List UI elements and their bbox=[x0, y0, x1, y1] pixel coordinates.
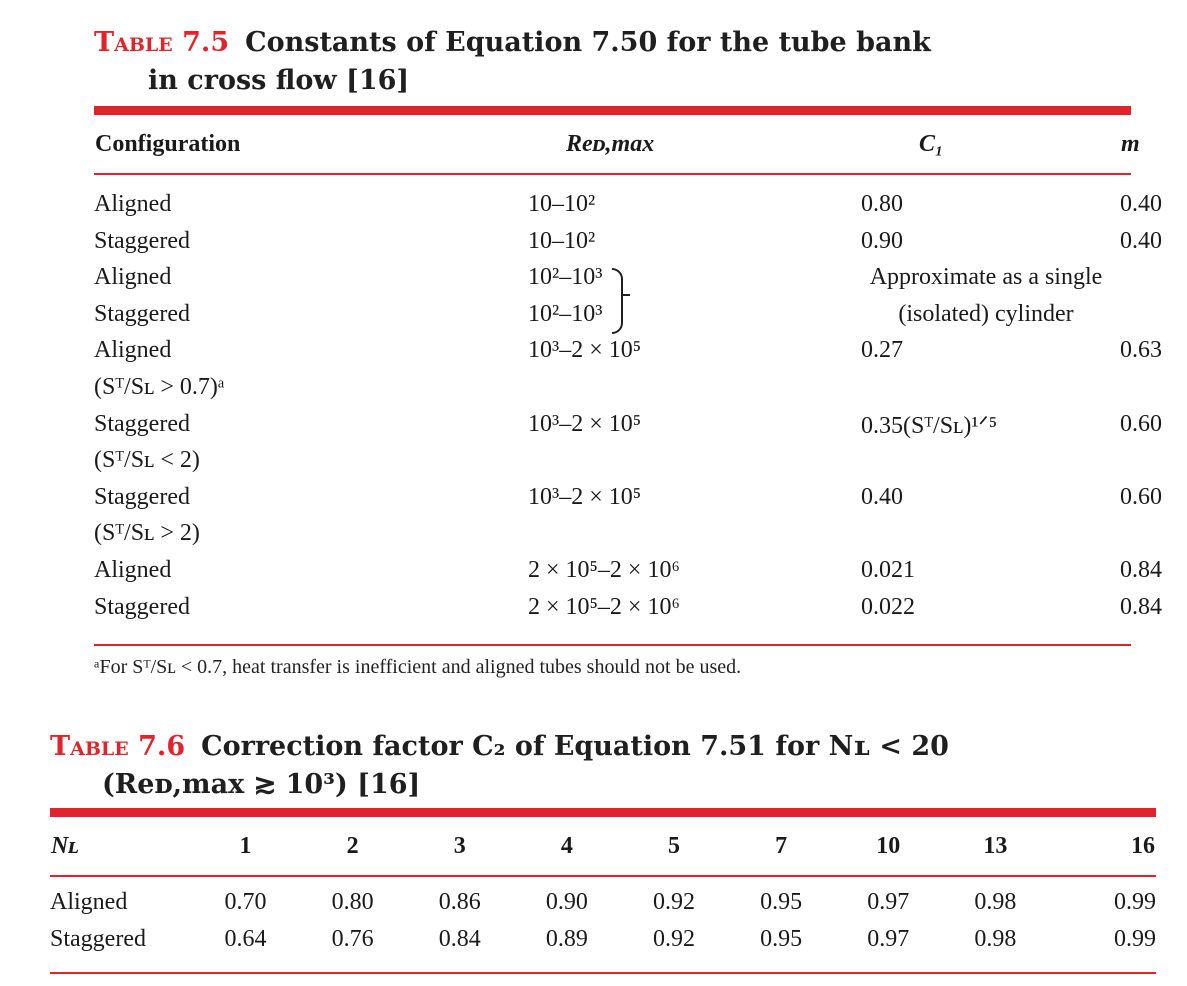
cell-condition: (Sᵀ/Sʟ < 2) bbox=[94, 447, 200, 474]
header-m: m bbox=[1121, 130, 1140, 157]
cell-correction-factor: 0.92 bbox=[652, 889, 695, 915]
table-7-6-caption bbox=[50, 728, 1156, 804]
cell-correction-factor: 0.70 bbox=[224, 889, 267, 915]
table-7-5-number: Table 7.5 bbox=[94, 27, 230, 58]
cell-correction-factor: 0.90 bbox=[545, 889, 588, 915]
table-7-5-title-line1: Constants of Equation 7.50 for the tube bank bbox=[245, 27, 931, 58]
cell-m: 0.60 bbox=[1120, 483, 1162, 510]
cell-correction-factor: 0.80 bbox=[331, 889, 374, 915]
cell-approximate-note-line2: (isolated) cylinder bbox=[898, 300, 1074, 327]
table-7-5-grid bbox=[94, 115, 1162, 644]
table-row bbox=[94, 264, 1131, 301]
cell-re: 10³–2 × 10⁵ bbox=[528, 337, 642, 364]
cell-configuration: Staggered bbox=[94, 593, 190, 620]
cell-re: 10–10² bbox=[528, 227, 596, 254]
cell-re: 10–10² bbox=[528, 191, 596, 217]
cell-re-value: 10²–10³ bbox=[528, 264, 603, 291]
cell-configuration: Staggered bbox=[94, 300, 190, 327]
brace-tip-icon bbox=[623, 294, 630, 296]
cell-approximate-note-line1: Approximate as a single bbox=[869, 264, 1103, 291]
brace-icon bbox=[612, 268, 623, 334]
cell-configuration: Staggered bbox=[94, 410, 190, 437]
cell-correction-factor: 0.76 bbox=[331, 925, 374, 952]
header-configuration: Configuration bbox=[95, 130, 241, 157]
table-7-5-top-rule bbox=[94, 106, 1131, 115]
table-row bbox=[94, 411, 1131, 448]
cell-correction-factor: 0.99 bbox=[1114, 925, 1156, 952]
cell-condition: (Sᵀ/Sʟ > 0.7)ᵃ bbox=[94, 373, 225, 400]
cell-c1: 0.80 bbox=[861, 191, 903, 217]
cell-re: 2 × 10⁵–2 × 10⁶ bbox=[528, 556, 680, 583]
table-row-condition bbox=[94, 447, 1131, 484]
header-nl-value: 16 bbox=[1131, 832, 1155, 859]
cell-c1: 0.90 bbox=[861, 227, 903, 254]
cell-configuration: Staggered bbox=[94, 227, 190, 254]
cell-configuration: Aligned bbox=[94, 337, 172, 364]
table-row bbox=[50, 877, 1156, 926]
cell-m: 0.63 bbox=[1120, 337, 1162, 364]
table-7-6-header-row bbox=[50, 817, 1156, 875]
cell-configuration: Aligned bbox=[94, 191, 172, 217]
table-7-5-caption bbox=[94, 24, 1131, 100]
header-c1: C₁ bbox=[919, 130, 944, 157]
cell-correction-factor: 0.95 bbox=[760, 925, 803, 952]
table-row bbox=[94, 484, 1131, 521]
table-7-5-bottom-rule bbox=[94, 644, 1131, 646]
cell-m: 0.60 bbox=[1120, 410, 1162, 437]
table-row-condition bbox=[94, 520, 1131, 557]
cell-correction-factor: 0.98 bbox=[974, 925, 1017, 952]
table-row bbox=[50, 926, 1156, 973]
row-label: Staggered bbox=[50, 925, 146, 952]
header-re: Reᴅ,max bbox=[566, 130, 655, 157]
row-label: Aligned bbox=[50, 889, 128, 915]
table-7-6 bbox=[50, 728, 1156, 974]
header-nl-value: 13 bbox=[983, 832, 1008, 859]
cell-m: 0.40 bbox=[1120, 191, 1162, 217]
header-nl-value: 2 bbox=[346, 832, 359, 859]
header-nl-value: 10 bbox=[876, 832, 901, 859]
table-row bbox=[94, 175, 1131, 228]
cell-c1: 0.022 bbox=[861, 593, 915, 620]
cell-configuration: Aligned bbox=[94, 264, 172, 291]
cell-re: 2 × 10⁵–2 × 10⁶ bbox=[528, 593, 680, 620]
cell-correction-factor: 0.89 bbox=[545, 925, 588, 952]
cell-correction-factor: 0.97 bbox=[867, 925, 910, 952]
cell-m: 0.40 bbox=[1120, 227, 1162, 254]
table-row bbox=[94, 228, 1131, 265]
table-row bbox=[94, 557, 1131, 594]
table-7-5-title-line2: in cross flow [16] bbox=[148, 65, 410, 96]
cell-c1: 0.021 bbox=[861, 556, 915, 583]
cell-correction-factor: 0.84 bbox=[438, 925, 481, 952]
table-7-5-footnote: ᵃFor Sᵀ/Sʟ < 0.7, heat transfer is inefficient and aligned tubes should not be used. bbox=[94, 656, 742, 679]
table-7-6-bottom-rule bbox=[50, 972, 1156, 974]
cell-re bbox=[528, 264, 861, 301]
table-7-6-grid bbox=[50, 817, 1156, 972]
cell-correction-factor: 0.95 bbox=[760, 889, 803, 915]
header-nl-value: 1 bbox=[239, 832, 252, 859]
cell-re: 10³–2 × 10⁵ bbox=[528, 483, 642, 510]
cell-condition: (Sᵀ/Sʟ > 2) bbox=[94, 520, 200, 547]
header-nl-value: 7 bbox=[775, 832, 788, 859]
table-7-5 bbox=[94, 24, 1162, 679]
header-nl-value: 5 bbox=[667, 832, 680, 859]
table-7-5-header-row bbox=[94, 115, 1131, 173]
table-row-condition bbox=[94, 374, 1131, 411]
cell-m: 0.84 bbox=[1120, 556, 1162, 583]
cell-correction-factor: 0.64 bbox=[224, 925, 267, 952]
table-7-6-number: Table 7.6 bbox=[50, 731, 186, 762]
cell-m: 0.84 bbox=[1120, 593, 1162, 620]
header-nl-value: 4 bbox=[560, 832, 573, 859]
cell-configuration: Staggered bbox=[94, 483, 190, 510]
cell-correction-factor: 0.98 bbox=[974, 889, 1017, 915]
cell-correction-factor: 0.86 bbox=[438, 889, 481, 915]
table-7-6-title-line2: (Reᴅ,max ≳ 10³) [16] bbox=[102, 769, 421, 800]
cell-c1: 0.27 bbox=[861, 337, 903, 364]
cell-re: 10³–2 × 10⁵ bbox=[528, 410, 642, 437]
cell-re: 10²–10³ bbox=[528, 300, 603, 327]
header-nl: Nʟ bbox=[51, 832, 79, 859]
table-row bbox=[94, 594, 1131, 631]
cell-c1: 0.35(Sᵀ/Sʟ)¹ᐟ⁵ bbox=[861, 412, 998, 439]
table-7-6-top-rule bbox=[50, 808, 1156, 817]
cell-c1: 0.40 bbox=[861, 483, 903, 510]
cell-correction-factor: 0.97 bbox=[867, 889, 910, 915]
cell-configuration: Aligned bbox=[94, 556, 172, 583]
table-row bbox=[94, 337, 1131, 374]
header-nl-value: 3 bbox=[453, 832, 466, 859]
cell-correction-factor: 0.99 bbox=[1114, 889, 1156, 915]
table-7-6-title-line1: Correction factor C₂ of Equation 7.51 for Nʟ < 20 bbox=[201, 731, 949, 762]
cell-correction-factor: 0.92 bbox=[652, 925, 695, 952]
